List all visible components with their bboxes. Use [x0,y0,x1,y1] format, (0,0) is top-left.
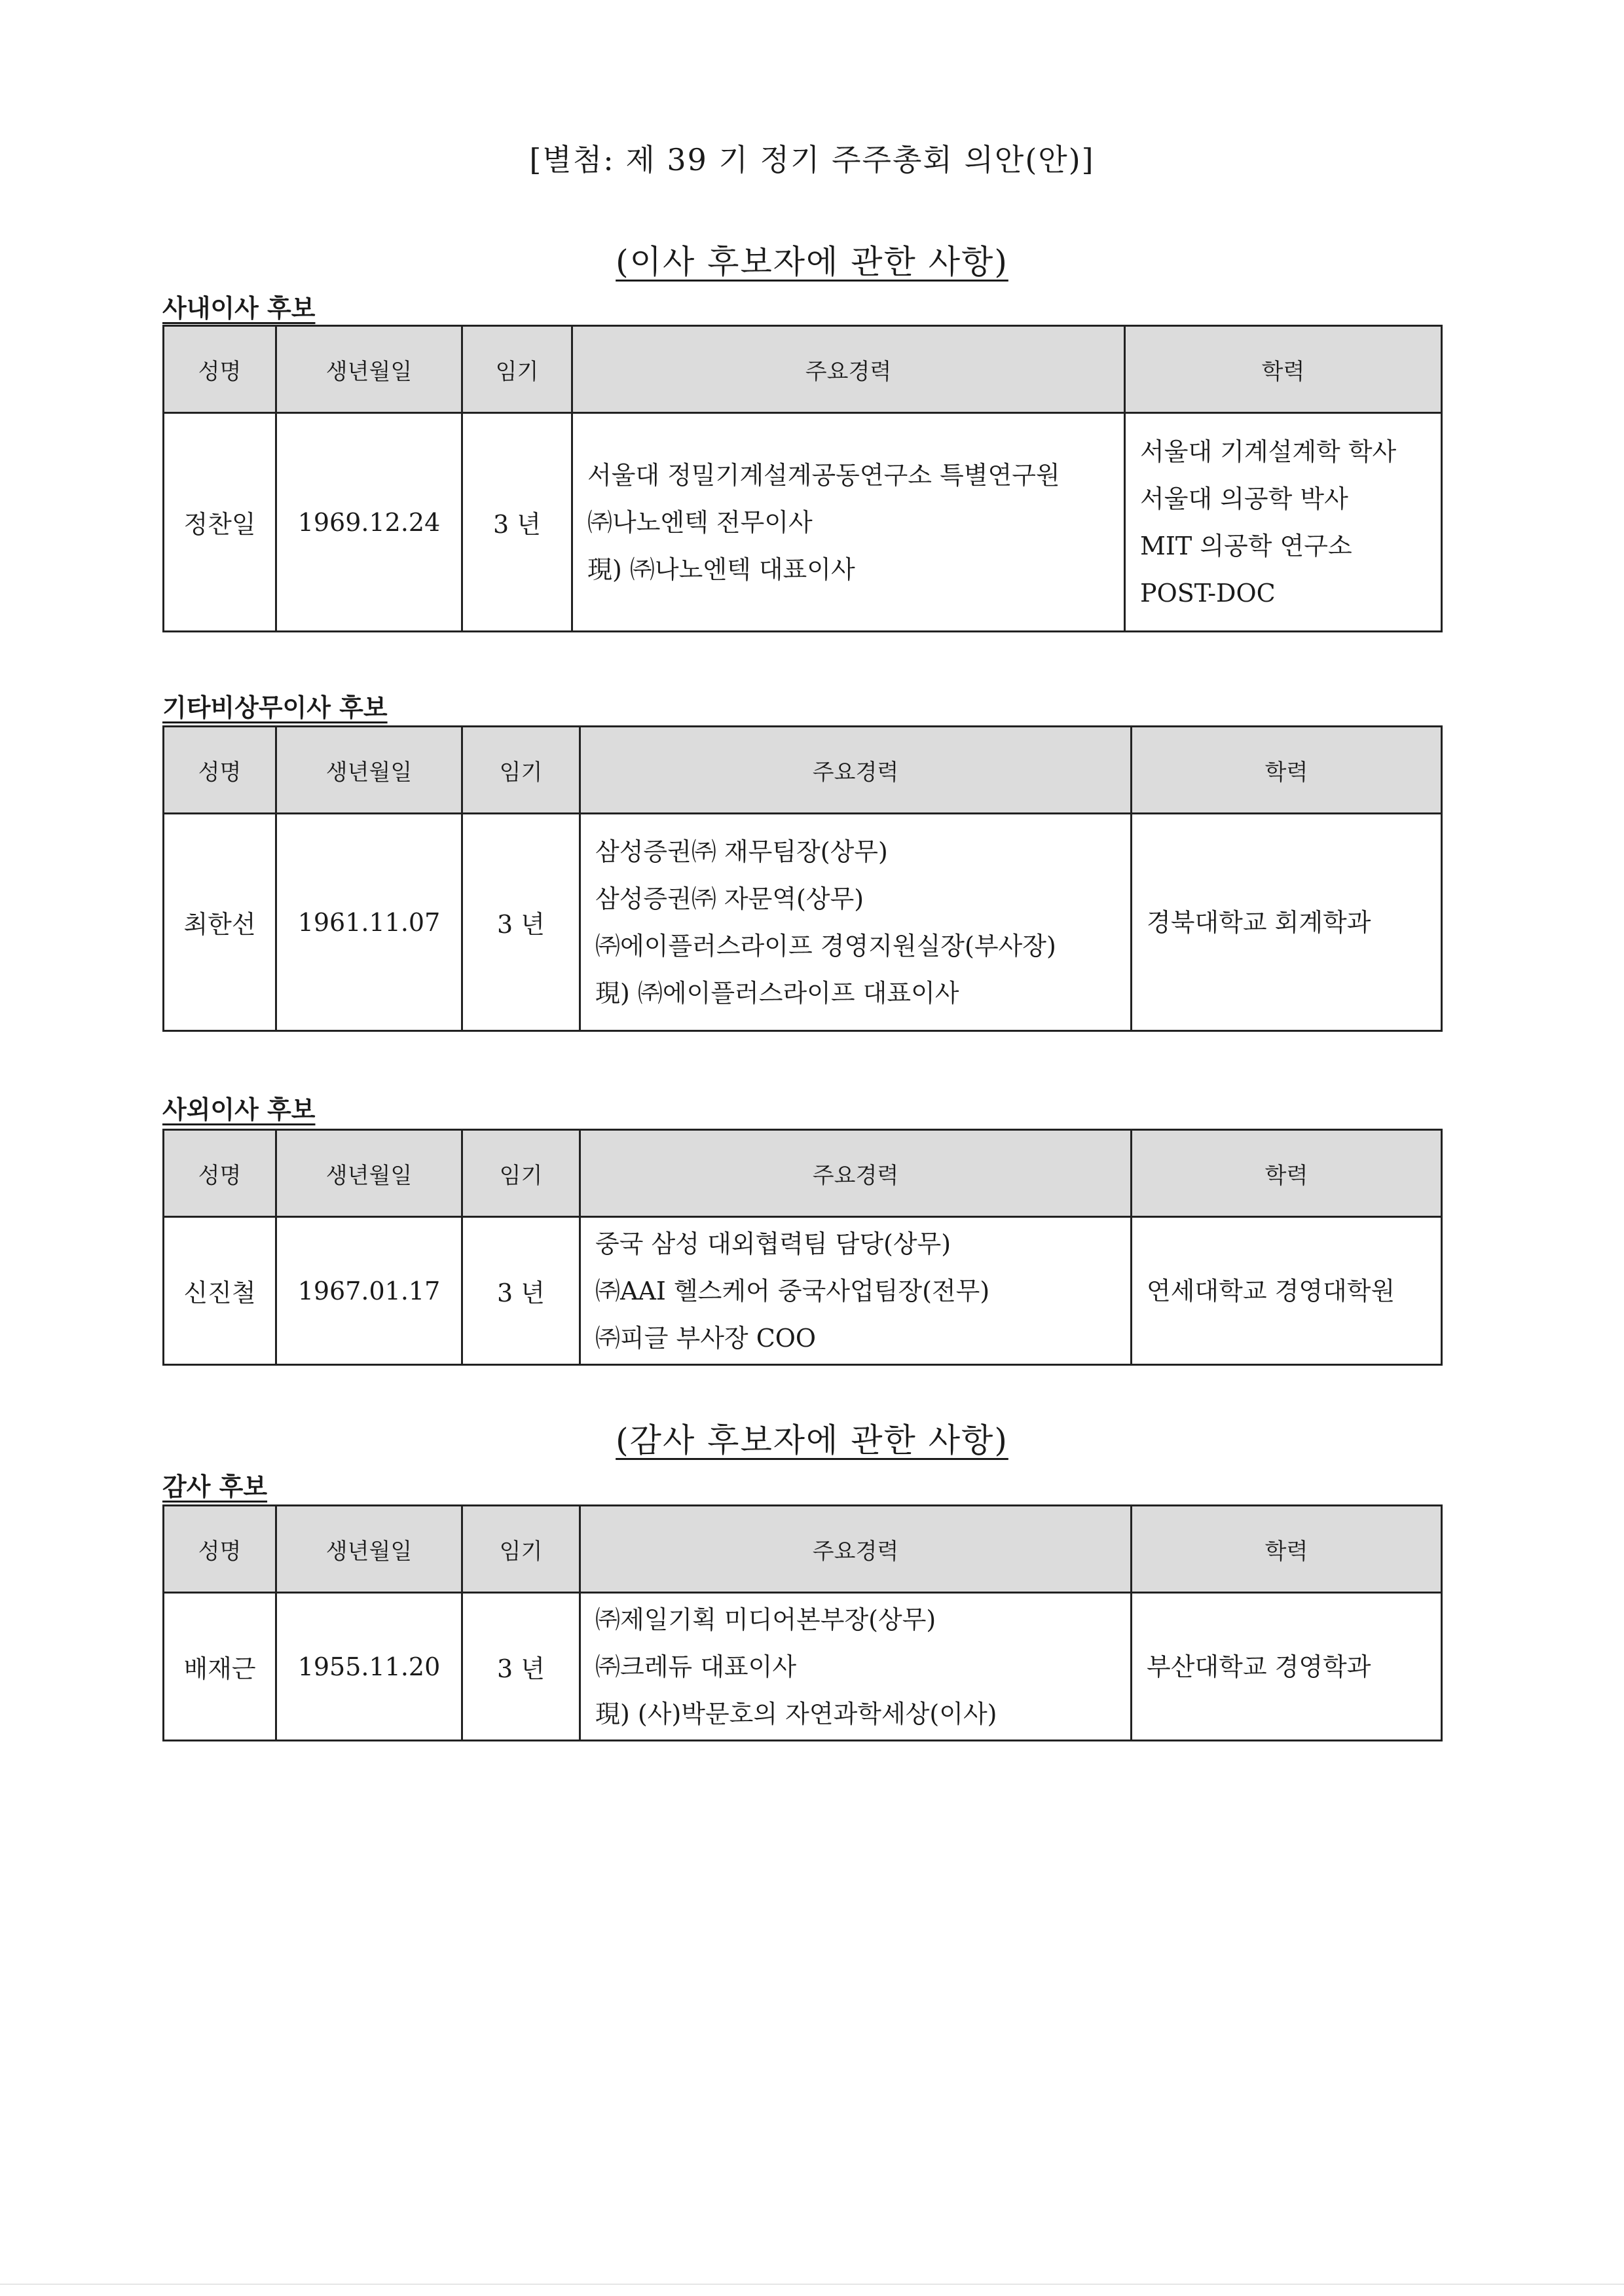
col-term-header: 임기 [462,1130,580,1217]
candidate-birth: 1961.11.07 [276,814,462,1031]
col-education-header: 학력 [1132,1506,1442,1593]
table-header-row [164,1506,1442,1593]
table-label: 사외이사 후보 [162,1095,316,1124]
education-line: MIT 의공학 연구소 [1140,531,1352,560]
education-line: 부산대학교 경영학과 [1147,1652,1371,1681]
candidate-term: 3 년 [462,413,572,632]
col-term-header: 임기 [462,1506,580,1593]
col-term-header: 임기 [462,326,572,413]
candidate-career [572,413,1125,632]
non-executive-director-table [162,725,1443,1032]
col-name-header: 성명 [164,1506,276,1593]
career-line: 서울대 정밀기계설계공동연구소 특별연구원 [587,460,1060,490]
career-line: ㈜나노엔텍 전무이사 [587,507,813,537]
candidate-term: 3 년 [462,814,580,1031]
table-label: 사내이사 후보 [162,294,316,323]
career-line: ㈜AAI 헬스케어 중국사업팀장(전무) [595,1276,990,1305]
candidate-education [1132,814,1442,1031]
candidate-name: 배재근 [164,1593,276,1741]
candidate-term: 3 년 [462,1217,580,1365]
outside-director-table [162,1129,1443,1366]
table-header-row [164,727,1442,814]
col-education-header: 학력 [1132,727,1442,814]
table-row [164,1593,1442,1741]
col-birth-header: 생년월일 [276,1130,462,1217]
page-bottom-rule [0,2284,1624,2285]
table-row [164,814,1442,1031]
career-line: 現) ㈜에이플러스라이프 대표이사 [595,978,959,1008]
candidate-career [580,814,1132,1031]
candidate-term: 3 년 [462,1593,580,1741]
career-line: ㈜제일기획 미디어본부장(상무) [595,1605,936,1634]
directors-section-heading: (이사 후보자에 관한 사항) [616,243,1008,281]
table-header-row [164,1130,1442,1217]
career-line: ㈜크레듀 대표이사 [595,1652,797,1681]
document-title: [별첨: 제 39 기 정기 주주총회 의안(안)] [529,142,1095,177]
auditor-table [162,1504,1443,1741]
col-term-header: 임기 [462,727,580,814]
col-birth-header: 생년월일 [276,727,462,814]
career-line: ㈜에이플러스라이프 경영지원실장(부사장) [595,931,1056,960]
table-label: 감사 후보 [162,1472,268,1501]
auditor-section-heading: (감사 후보자에 관한 사항) [616,1421,1008,1459]
col-career-header: 주요경력 [580,1130,1132,1217]
col-education-header: 학력 [1125,326,1442,413]
career-line: 삼성증권㈜ 자문역(상무) [595,884,864,913]
col-name-header: 성명 [164,1130,276,1217]
candidate-career [580,1593,1132,1741]
candidate-name: 최한선 [164,814,276,1031]
table-header-row [164,326,1442,413]
career-line: 중국 삼성 대외협력팀 담당(상무) [595,1229,951,1258]
candidate-birth: 1967.01.17 [276,1217,462,1365]
col-career-header: 주요경력 [572,326,1125,413]
candidate-name: 정찬일 [164,413,276,632]
candidate-education [1125,413,1442,632]
table-row [164,1217,1442,1365]
candidate-education [1132,1217,1442,1365]
candidate-name: 신진철 [164,1217,276,1365]
education-line: POST-DOC [1140,578,1276,608]
col-career-header: 주요경력 [580,1506,1132,1593]
col-name-header: 성명 [164,727,276,814]
education-line: 서울대 의공학 박사 [1140,484,1348,513]
education-line: 경북대학교 회계학과 [1147,907,1371,937]
candidate-birth: 1969.12.24 [276,413,462,632]
table-row [164,413,1442,632]
career-line: 現) ㈜나노엔텍 대표이사 [587,555,855,584]
career-line: 삼성증권㈜ 재무팀장(상무) [595,837,888,866]
col-career-header: 주요경력 [580,727,1132,814]
education-line: 서울대 기계설계학 학사 [1140,437,1397,466]
inside-director-table [162,325,1443,632]
career-line: ㈜피글 부사장 COO [595,1323,817,1353]
col-birth-header: 생년월일 [276,1506,462,1593]
candidate-career [580,1217,1132,1365]
col-education-header: 학력 [1132,1130,1442,1217]
col-birth-header: 생년월일 [276,326,462,413]
education-line: 연세대학교 경영대학원 [1147,1276,1395,1305]
candidate-birth: 1955.11.20 [276,1593,462,1741]
career-line: 現) (사)박문호의 자연과학세상(이사) [595,1699,997,1728]
table-label: 기타비상무이사 후보 [162,693,388,722]
col-name-header: 성명 [164,326,276,413]
candidate-education [1132,1593,1442,1741]
